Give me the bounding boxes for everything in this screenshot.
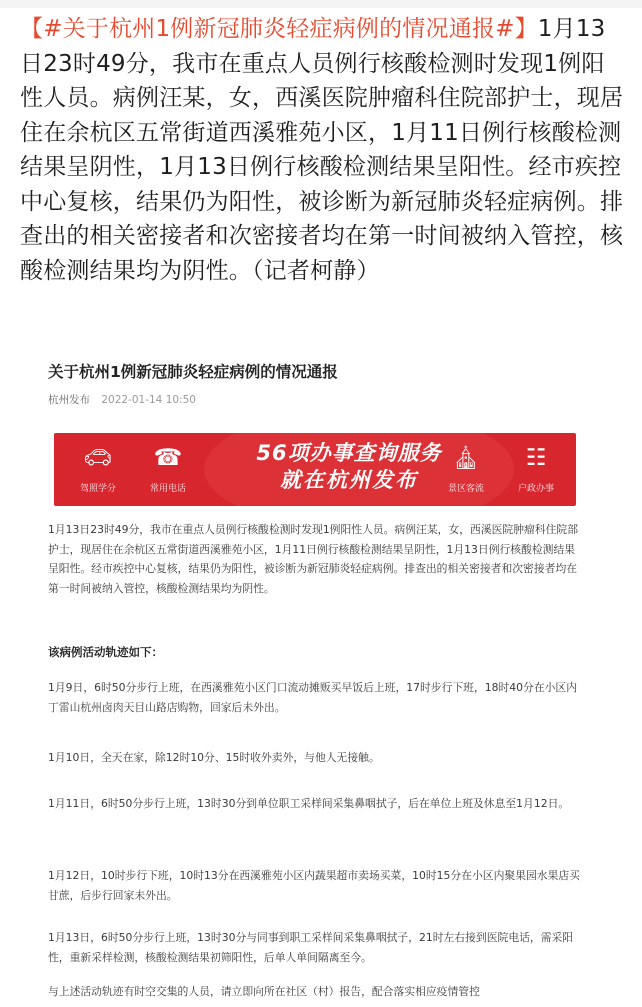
- article-content: [20, 338, 620, 1007]
- trajectory-day: 1月9日，6时50分步行上班，在西溪雅苑小区门口流动摊贩买早饭后上班，17时步行下班，18时40分在小区内丁雷山杭州卤肉天目山路店购物，回家后未外出。: [48, 681, 578, 714]
- trajectory-day: 1月12日，10时步行下班，10时13分在西溪雅苑小区内蔬果超市卖场买菜，10时15分在小区内聚果园水果店买甘蔗，后步行回家未外出。: [48, 869, 580, 902]
- banner-item-document: [504, 441, 568, 494]
- post-hashtag[interactable]: 【#关于杭州1例新冠肺炎轻症病例的情况通报#】: [20, 16, 538, 42]
- service-banner: [54, 433, 576, 506]
- trajectory-day: 1月13日，6时50分步行上班，13时30分与同事到职工采样间采集鼻咽拭子，21时左右接到医院电话，需采阳性，重新采样检测，核酸检测结果初筛阳性，后单人单间隔离至今。: [48, 931, 574, 964]
- trajectory-notice: 与上述活动轨迹有时空交集的人员，请立即向所在社区（村）报告，配合落实相应疫情管控: [48, 985, 480, 998]
- banner-item-scenic: [434, 441, 498, 494]
- phone-icon: ☎: [153, 445, 183, 471]
- banner-headline-line2: 就在杭州发布: [280, 468, 418, 492]
- article-intro: 1月13日23时49分，我市在重点人员例行核酸检测时发现1例阳性人员。病例汪某，女，西溪医院肿瘤科住院部护士，现居住在余杭区五常街道西溪雅苑小区，1月11日例行核酸检测结果呈阴性，1月13日例行核酸检测结果呈阳性。经市疾控中心复核，结果仍为阳性，被诊断为新冠肺炎轻症病例。排查出的相关密接者和次密接者均在第一时间被纳入管控，核酸检测结果均为阴性。: [48, 523, 579, 595]
- banner-item-label: 驾照学分: [79, 484, 116, 494]
- document-icon: ☷: [525, 445, 547, 471]
- scenic-icon: ⛪︎: [451, 445, 481, 471]
- trajectory-day: 1月11日，6时50分步行上班，13时30分到单位职工采样间采集鼻咽拭子，后在单位上班及休息至1月12日。: [48, 797, 570, 810]
- trajectory-heading: 该病例活动轨迹如下：: [48, 645, 163, 659]
- article-source: 杭州发布: [48, 394, 90, 406]
- trajectory-day: 1月10日，全天在家，除12时10分、15时收外卖外，与他人无接触。: [48, 751, 380, 764]
- top-strip: [0, 0, 642, 8]
- banner-item-label: 景区客流: [447, 484, 484, 494]
- banner-item-license: [66, 441, 130, 494]
- banner-item-label: 常用电话: [149, 484, 186, 494]
- article-datetime: 2022-01-14 10:50: [101, 394, 196, 406]
- article-screenshot[interactable]: [20, 338, 620, 1007]
- banner-item-label: 户政办事: [517, 484, 554, 494]
- car-icon: 🚗︎: [83, 445, 113, 471]
- article-meta: [48, 392, 196, 407]
- article-title: 关于杭州1例新冠肺炎轻症病例的情况通报: [48, 363, 338, 381]
- post-text: [20, 12, 626, 288]
- banner-item-phone: [136, 441, 200, 494]
- banner-headline-line1: 56项办事查询服务: [256, 441, 442, 465]
- post-body: 1月13日23时49分，我市在重点人员例行核酸检测时发现1例阳性人员。病例汪某，女，西溪医院肿瘤科住院部护士，现居住在余杭区五常街道西溪雅苑小区，1月11日例行核酸检测结果呈阴性，1月13日例行核酸检测结果呈阳性。经市疾控中心复核，结果仍为阳性，被诊断为新冠肺炎轻症病例。排查出的相关密接者和次密接者均在第一时间被纳入管控，核酸检测结果均为阴性。（记者柯静）: [20, 16, 624, 284]
